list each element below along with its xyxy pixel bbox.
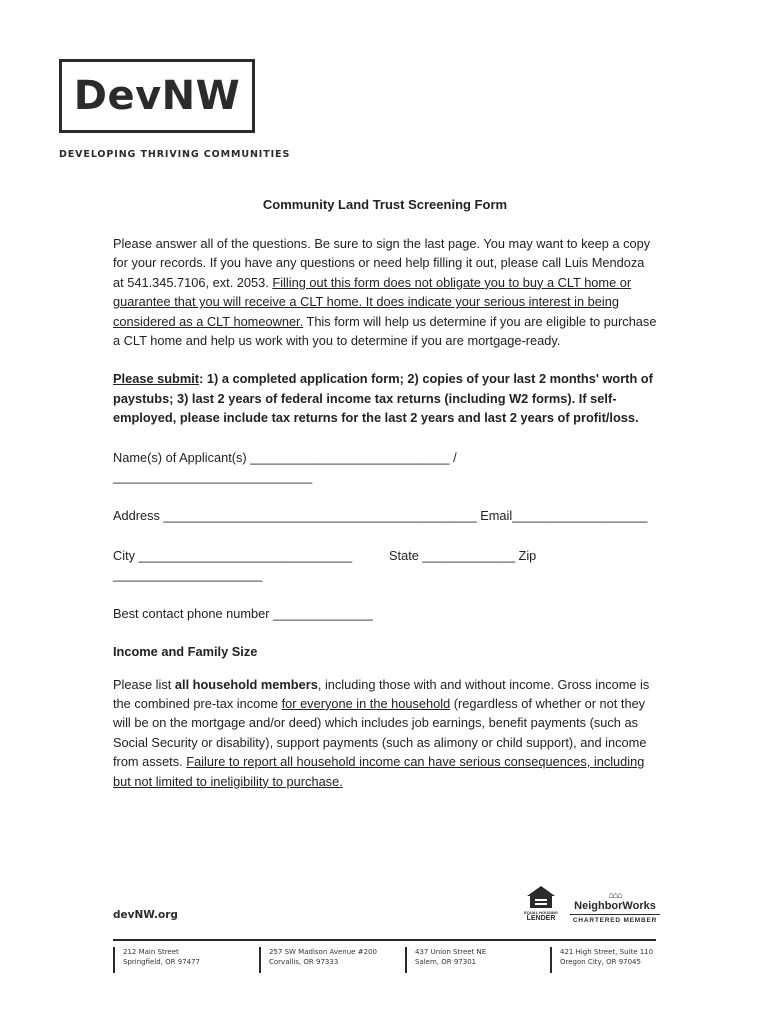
tagline: DEVELOPING THRIVING COMMUNITIES <box>59 149 291 160</box>
city-field[interactable]: City ______________________________ <box>113 547 353 563</box>
intro-text: Please answer all of the questions. Be sure to sign the last page. You may want to keep a copy for your records. If you have any questions or need help filling it out, please call Luis Mendoza at 541.345.7106, ext. 2053. <box>113 236 651 290</box>
form-title: Community Land Trust Screening Form <box>262 197 508 212</box>
office-oregon-city <box>550 947 653 973</box>
intro-disclaimer: Filling out this form does not obligate you to buy a CLT home or guarantee that you will receive a CLT home. It does indicate your serious interest in being considered as a CLT homeowner. <box>113 274 632 329</box>
house-icon <box>527 886 555 896</box>
applicants-field[interactable]: Name(s) of Applicant(s) ____________________________ / ____________________________ <box>113 449 457 485</box>
neighborworks-logo <box>570 890 660 924</box>
office-street: 212 Main Street <box>123 948 179 956</box>
office-city: Salem, OR 97301 <box>415 958 477 966</box>
office-springfield <box>113 947 200 973</box>
income-underline-1: for everyone in the household <box>281 695 451 711</box>
income-text-1: Please list <box>113 676 175 692</box>
office-salem <box>405 947 486 973</box>
income-warning: Failure to report all household income can have serious consequences, including but not limited to ineligibility to purchase. <box>113 754 645 789</box>
chartered-member-text: CHARTERED MEMBER <box>570 914 660 924</box>
form-body <box>113 234 658 791</box>
logo-text: DevNW <box>73 73 241 119</box>
neighborworks-name: NeighborWorks <box>574 900 656 912</box>
office-street: 437 Union Street NE <box>415 948 487 956</box>
submit-text: : 1) a completed application form; 2) copies of your last 2 months' worth of paystubs; 3) last 2 years of federal income tax returns (including W2 forms). If self-employed, please include tax returns for the last 2 years and last 2 years of profit/loss. <box>113 371 653 426</box>
equal-housing-lender-logo <box>522 886 560 926</box>
zip-field-line[interactable]: _____________________ <box>113 567 263 583</box>
office-city: Oregon City, OR 97045 <box>560 958 641 966</box>
footer-divider <box>113 939 656 941</box>
submit-label: Please submit <box>113 371 200 387</box>
income-paragraph <box>113 675 658 791</box>
income-text-2: , including those with and without income. Gross income is the combined pre-tax income <box>113 676 650 711</box>
city-state-zip-row <box>113 546 658 565</box>
office-street: 421 High Street, Suite 110 <box>560 948 654 956</box>
submit-paragraph <box>113 369 658 427</box>
income-bold: all household members <box>174 676 318 692</box>
office-corvallis <box>259 947 377 973</box>
houses-icon: ⌂⌂⌂ <box>608 890 622 900</box>
office-city: Corvallis, OR 97333 <box>269 958 339 966</box>
eho-small-text: EQUAL HOUSING <box>524 910 558 915</box>
office-street: 257 SW Madison Avenue #200 <box>269 948 377 956</box>
income-text-3: (regardless of whether or not they will be on the mortgage and/or deed) which includes job earnings, benefit payments (such as Social Security or disability), support payments (such as alimony or child support), and income from assets. <box>113 695 647 770</box>
office-city: Springfield, OR 97477 <box>123 958 201 966</box>
equal-sign-icon <box>535 899 547 905</box>
address-email-field[interactable]: Address ____________________________________________ Email___________________ <box>113 508 648 524</box>
state-zip-field[interactable]: State _____________ Zip <box>389 547 537 563</box>
intro-paragraph <box>113 234 658 350</box>
income-heading: Income and Family Size <box>113 644 258 660</box>
phone-field[interactable]: Best contact phone number ______________ <box>113 605 373 621</box>
eho-lender-text: LENDER <box>526 915 556 922</box>
devnw-logo <box>59 59 255 133</box>
website-link[interactable]: devNW.org <box>113 909 178 921</box>
intro-text-end: This form will help us determine if you are eligible to purchase a CLT home and help us work with you to determine if you are mortgage-ready. <box>113 313 657 349</box>
